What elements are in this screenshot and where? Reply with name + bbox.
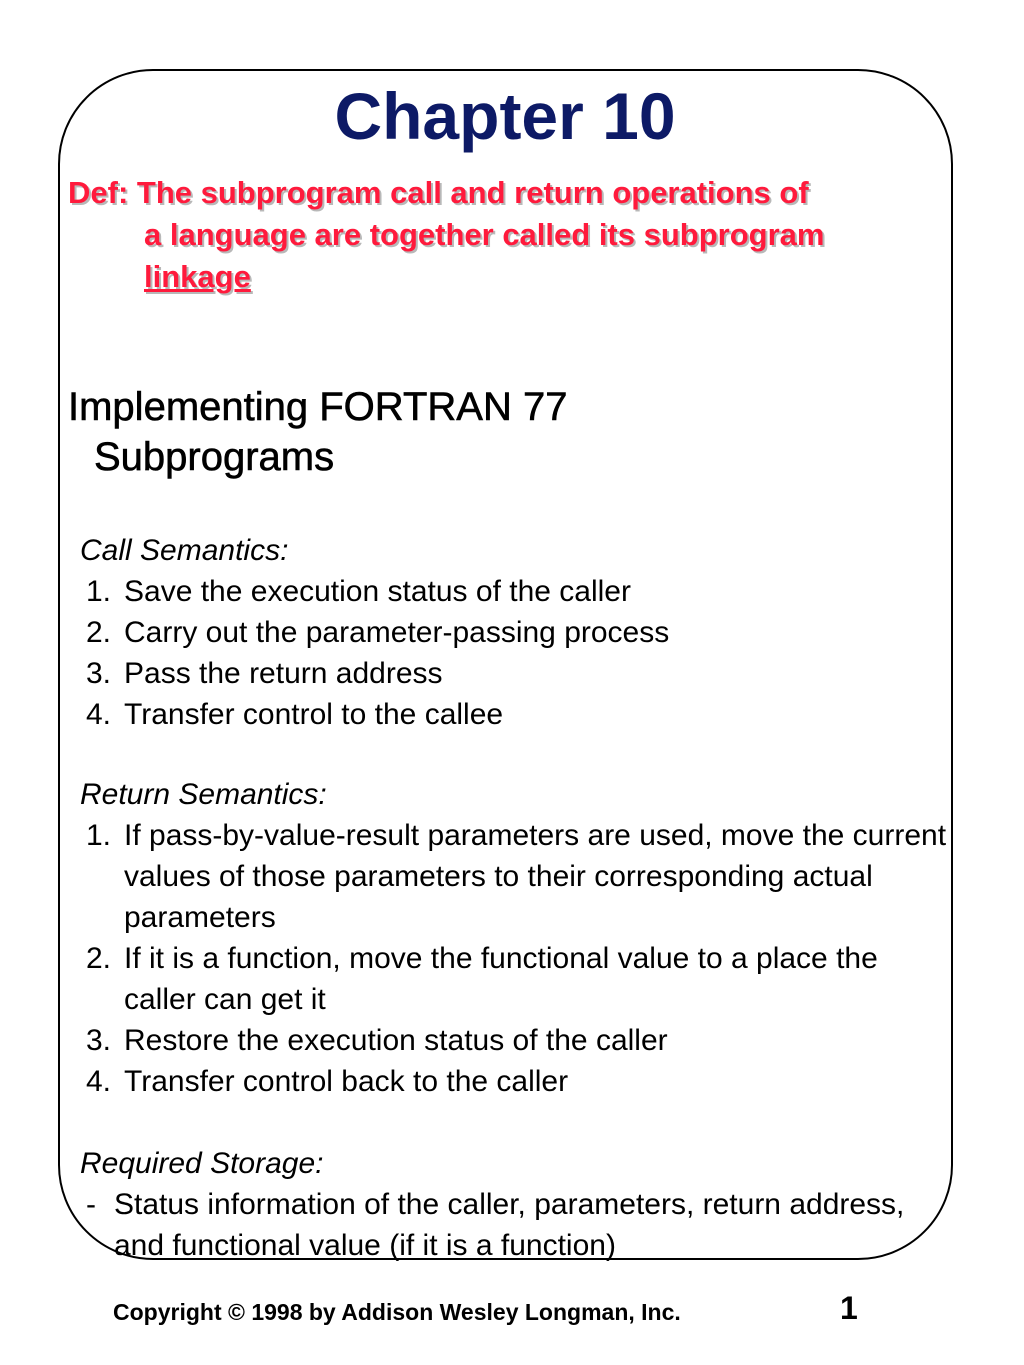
list-item: 3. Pass the return address — [86, 657, 443, 690]
list-item: 4. Transfer control back to the caller — [86, 1065, 569, 1098]
definition-label: Def: — [68, 175, 129, 210]
section-title-line-2: Subprograms — [94, 435, 335, 479]
list-item: 2. If it is a function, move the functional value to a place the caller can get it — [86, 942, 878, 1016]
definition-line-1: The subprogram call and return operations of — [136, 175, 809, 210]
list-item: 1. Save the execution status of the caller — [86, 575, 631, 608]
list-item: 3. Restore the execution status of the caller — [86, 1024, 668, 1057]
definition-line-3: linkage — [144, 259, 251, 294]
page-number: 1 — [840, 1290, 858, 1326]
list-item: - Status information of the caller, parameters, return address, and functional value (if it is a function) — [86, 1188, 905, 1262]
return-semantics-heading: Return Semantics: — [80, 778, 327, 811]
call-semantics-heading: Call Semantics: — [80, 534, 289, 567]
definition-line-2: a language are together called its subprogram — [144, 217, 825, 252]
definition — [68, 172, 928, 298]
list-item: 1. If pass-by-value-result parameters are used, move the current values of those parameters to their corresponding actual parameters — [86, 819, 947, 934]
list-item: 4. Transfer control to the callee — [86, 698, 504, 731]
required-storage — [80, 1143, 950, 1266]
required-storage-heading: Required Storage: — [80, 1147, 324, 1180]
list-item: 2. Carry out the parameter-passing process — [86, 616, 670, 649]
call-semantics — [80, 530, 950, 735]
copyright-footer: Copyright © 1998 by Addison Wesley Longman, Inc. — [113, 1299, 681, 1325]
section-title — [68, 382, 928, 482]
slide-title: Chapter 10 — [334, 79, 676, 153]
return-semantics — [80, 774, 950, 1102]
section-title-line-1: Implementing FORTRAN 77 — [68, 385, 568, 429]
